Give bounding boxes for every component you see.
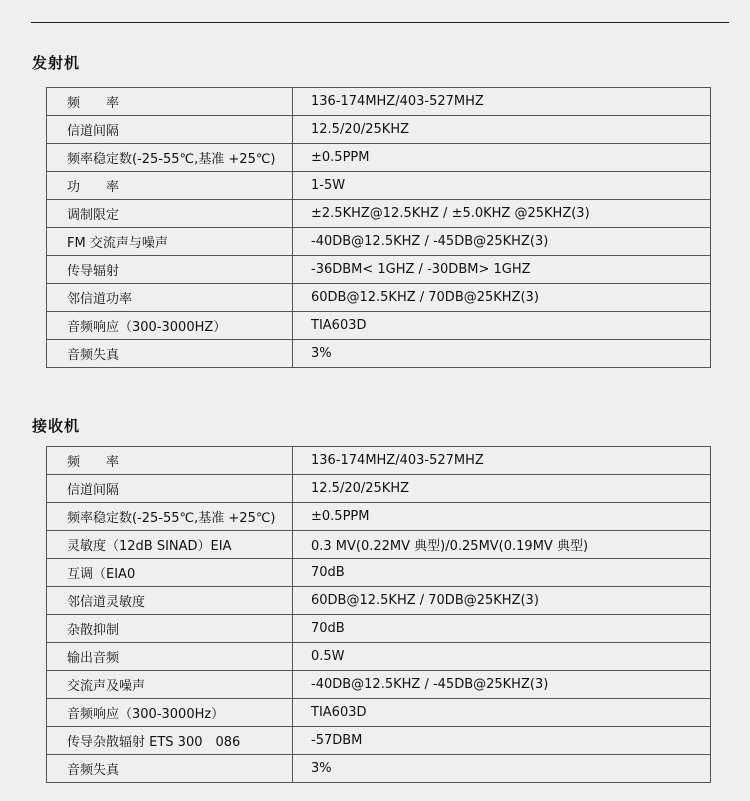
transmitter-spec-table	[46, 87, 711, 368]
spec-label: 音频响应（300-3000Hz）	[47, 699, 293, 727]
spec-value: TIA603D	[293, 699, 711, 727]
table-row	[47, 587, 711, 615]
table-row	[47, 727, 711, 755]
spec-label: 传导辐射	[47, 256, 293, 284]
spec-value: 12.5/20/25KHZ	[293, 116, 711, 144]
table-row	[47, 447, 711, 475]
spec-value: 3%	[293, 755, 711, 783]
spec-value: 0.5W	[293, 643, 711, 671]
spec-label: 杂散抑制	[47, 615, 293, 643]
spec-label: 音频失真	[47, 340, 293, 368]
table-row	[47, 256, 711, 284]
table-row	[47, 503, 711, 531]
table-row	[47, 615, 711, 643]
table-row	[47, 643, 711, 671]
spec-label: 传导杂散辐射 ETS 300 086	[47, 727, 293, 755]
spec-value: 12.5/20/25KHZ	[293, 475, 711, 503]
spec-value: 3%	[293, 340, 711, 368]
spec-label: 输出音频	[47, 643, 293, 671]
spec-value: 60DB@12.5KHZ / 70DB@25KHZ(3)	[293, 284, 711, 312]
table-row	[47, 699, 711, 727]
spec-label: 功 率	[47, 172, 293, 200]
spec-value: -36DBM< 1GHZ / -30DBM> 1GHZ	[293, 256, 711, 284]
spec-value: 60DB@12.5KHZ / 70DB@25KHZ(3)	[293, 587, 711, 615]
receiver-section-title: 接收机	[32, 417, 81, 435]
table-row	[47, 340, 711, 368]
spec-label: 频率稳定数(-25-55℃,基准 +25℃)	[47, 144, 293, 172]
table-row	[47, 200, 711, 228]
table-row	[47, 312, 711, 340]
spec-value: ±0.5PPM	[293, 144, 711, 172]
table-row	[47, 116, 711, 144]
top-divider	[31, 22, 729, 23]
spec-label: 音频失真	[47, 755, 293, 783]
spec-value: 136-174MHZ/403-527MHZ	[293, 88, 711, 116]
spec-label: FM 交流声与噪声	[47, 228, 293, 256]
spec-label: 邻信道功率	[47, 284, 293, 312]
table-row	[47, 755, 711, 783]
receiver-spec-table	[46, 446, 711, 783]
spec-value: 1-5W	[293, 172, 711, 200]
spec-label: 信道间隔	[47, 475, 293, 503]
spec-label: 邻信道灵敏度	[47, 587, 293, 615]
spec-value: -57DBM	[293, 727, 711, 755]
spec-value: 70dB	[293, 559, 711, 587]
spec-label: 频 率	[47, 447, 293, 475]
table-row	[47, 475, 711, 503]
spec-label: 交流声及噪声	[47, 671, 293, 699]
table-row	[47, 88, 711, 116]
spec-value: 136-174MHZ/403-527MHZ	[293, 447, 711, 475]
spec-value: ±0.5PPM	[293, 503, 711, 531]
transmitter-section-title: 发射机	[32, 54, 81, 72]
table-row	[47, 284, 711, 312]
table-row	[47, 144, 711, 172]
spec-label: 频率稳定数(-25-55℃,基准 +25℃)	[47, 503, 293, 531]
spec-value: TIA603D	[293, 312, 711, 340]
spec-label: 互调（EIA0	[47, 559, 293, 587]
table-row	[47, 228, 711, 256]
spec-value: 70dB	[293, 615, 711, 643]
spec-value: ±2.5KHZ@12.5KHZ / ±5.0KHZ @25KHZ(3)	[293, 200, 711, 228]
spec-label: 频 率	[47, 88, 293, 116]
spec-label: 音频响应（300-3000HZ）	[47, 312, 293, 340]
table-row	[47, 531, 711, 559]
table-row	[47, 172, 711, 200]
spec-value: 0.3 MV(0.22MV 典型)/0.25MV(0.19MV 典型)	[293, 531, 711, 559]
spec-label: 灵敏度（12dB SINAD）EIA	[47, 531, 293, 559]
spec-label: 调制限定	[47, 200, 293, 228]
spec-value: -40DB@12.5KHZ / -45DB@25KHZ(3)	[293, 228, 711, 256]
table-row	[47, 671, 711, 699]
table-row	[47, 559, 711, 587]
spec-value: -40DB@12.5KHZ / -45DB@25KHZ(3)	[293, 671, 711, 699]
spec-label: 信道间隔	[47, 116, 293, 144]
